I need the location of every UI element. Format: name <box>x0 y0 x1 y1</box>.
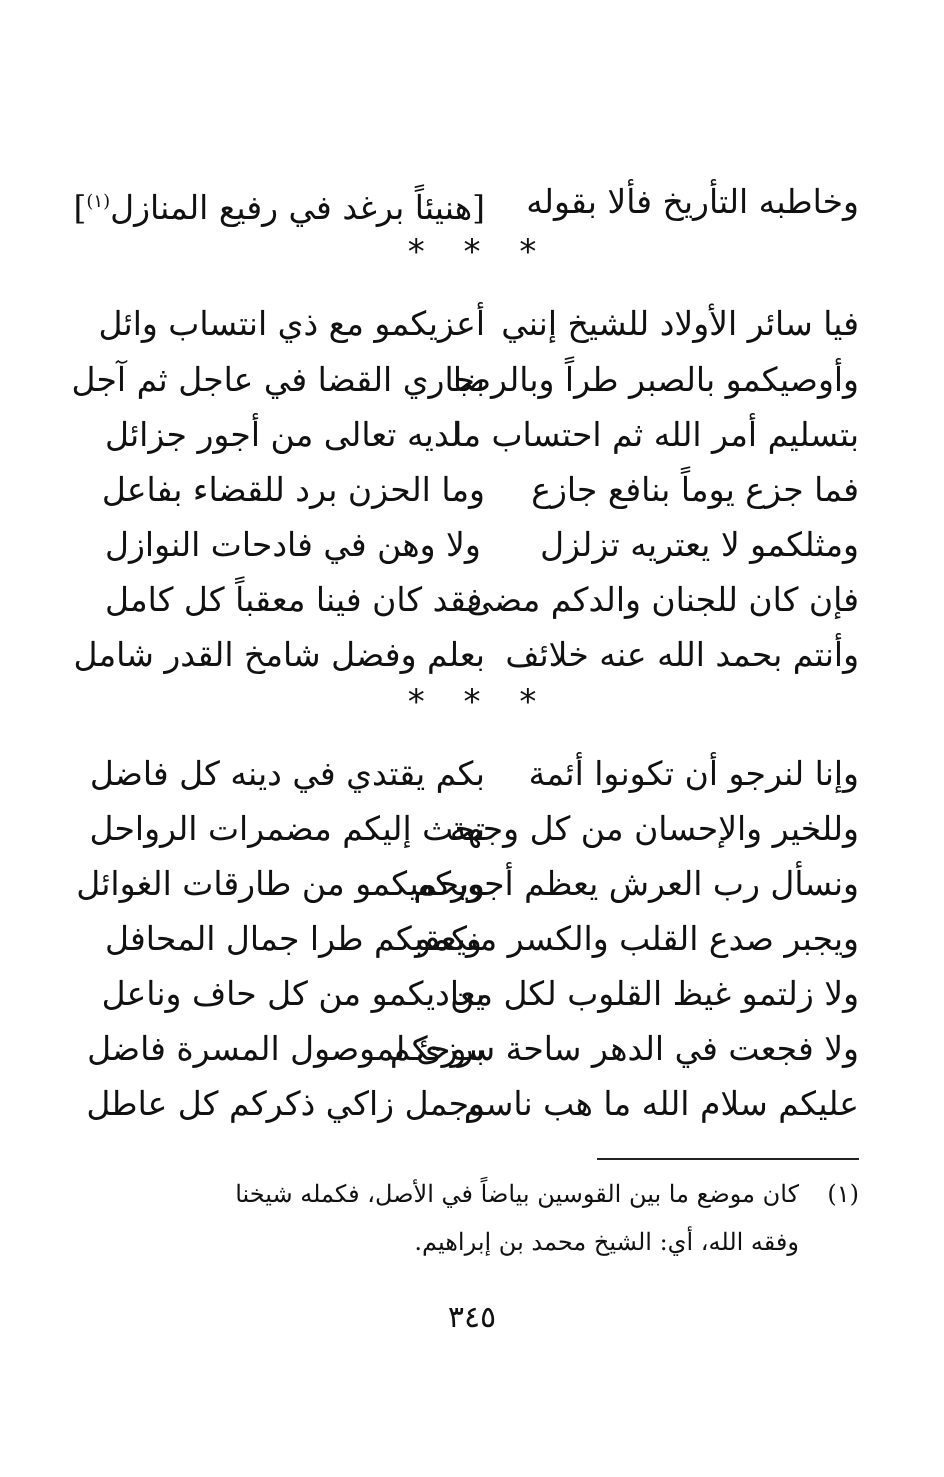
verse-line <box>0 405 944 465</box>
bracket-close: ] <box>73 188 87 227</box>
hemistich-right: بتسليم أمر الله ثم احتساب ما <box>453 415 859 454</box>
footnote-line-1 <box>99 1170 859 1218</box>
separator-stars <box>0 682 944 722</box>
star: * <box>519 232 537 272</box>
hemistich-left: وجمل زاكي ذكركم كل عاطل <box>86 1084 485 1123</box>
hemistich-left: بجاري القضا في عاجل ثم آجل <box>71 360 485 399</box>
star: * <box>407 682 425 722</box>
separator-stars <box>0 232 944 272</box>
hemistich-right: ولا زلتمو غيظ القلوب لكل من <box>450 974 859 1013</box>
verse-line <box>0 744 944 804</box>
star: * <box>519 682 537 722</box>
hemistich-left: تحث إليكم مضمرات الرواحل <box>89 809 485 848</box>
verse-line <box>0 1019 944 1079</box>
footnote-number: (١) <box>827 1180 859 1208</box>
hemistich-right: وإنا لنرجو أن تكونوا أئمة <box>528 754 859 793</box>
hemistich-right: فما جزع يوماً بنافع جازع <box>531 470 859 509</box>
hemistich-left: برزئ لموصول المسرة فاضل <box>87 1029 485 1068</box>
hemistich-left: بعلم وفضل شامخ القدر شامل <box>73 635 485 674</box>
footnote-text: كان موضع ما بين القوسين بياضاً في الأصل، فكمله شيخنا <box>235 1180 799 1208</box>
hemistich-left: ويعقبكم طرا جمال المحافل <box>105 919 482 958</box>
hemistich-left <box>73 172 485 232</box>
hemistich-left: لديه تعالى من أجور جزائل <box>105 415 462 454</box>
hemistich-right: وأنتم بحمد الله عنه خلائف <box>505 635 859 674</box>
star: * <box>463 232 481 272</box>
star: * <box>463 682 481 722</box>
verse-line <box>0 964 944 1024</box>
verse-line <box>0 909 944 969</box>
hemistich-left: وما الحزن برد للقضاء بفاعل <box>101 470 485 509</box>
hemistich-right: وللخير والإحسان من كل وجهة <box>449 809 859 848</box>
hemistich-right: ونسأل رب العرش يعظم أجوركم <box>413 864 859 903</box>
hemistich-text: [هنيئاً برغد في رفيع المنازل <box>110 188 485 227</box>
verse-line <box>0 460 944 520</box>
verse-line <box>0 570 944 630</box>
star: * <box>407 232 425 272</box>
footnote-ref: (١) <box>86 191 111 212</box>
verse-line <box>0 625 944 685</box>
intro-verse <box>0 172 944 232</box>
verse-line <box>0 1074 944 1134</box>
verse-line <box>0 799 944 859</box>
verse-line <box>0 854 944 914</box>
hemistich-right: ويجبر صدع القلب والكسر منكمو <box>415 919 859 958</box>
footnote-text: وفقه الله، أي: الشيخ محمد بن إبراهيم. <box>414 1228 799 1256</box>
footnote-line-2 <box>99 1218 859 1266</box>
hemistich-left: ويحميكمو من طارقات الغوائل <box>76 864 485 903</box>
verse-line <box>0 515 944 575</box>
hemistich-left: فقد كان فينا معقباً كل كامل <box>105 580 483 619</box>
hemistich-right: وأوصيكمو بالصبر طراً وبالرضا <box>452 360 859 399</box>
hemistich-right: فيا سائر الأولاد للشيخ إنني <box>501 304 859 343</box>
verse-line <box>0 350 944 410</box>
footnote-rule <box>597 1158 859 1160</box>
hemistich-right: ولا فجعت في الدهر ساحة سوحكم <box>389 1029 859 1068</box>
hemistich-right: عليكم سلام الله ما هب ناسم <box>463 1084 859 1123</box>
hemistich-right: وخاطبه التأريخ فألا بقوله <box>526 182 859 221</box>
hemistich-left: ولا وهن في فادحات النوازل <box>105 525 481 564</box>
page-number: ٣٤٥ <box>447 1300 497 1335</box>
hemistich-left: يعاديكمو من كل حاف وناعل <box>101 974 485 1013</box>
hemistich-left: أعزيكمو مع ذي انتساب وائل <box>98 304 485 343</box>
hemistich-right: ومثلكمو لا يعتريه تزلزل <box>540 525 859 564</box>
verse-line <box>0 294 944 354</box>
hemistich-right: فإن كان للجنان والدكم مضى <box>466 580 859 619</box>
hemistich-left: بكم يقتدي في دينه كل فاضل <box>89 754 485 793</box>
